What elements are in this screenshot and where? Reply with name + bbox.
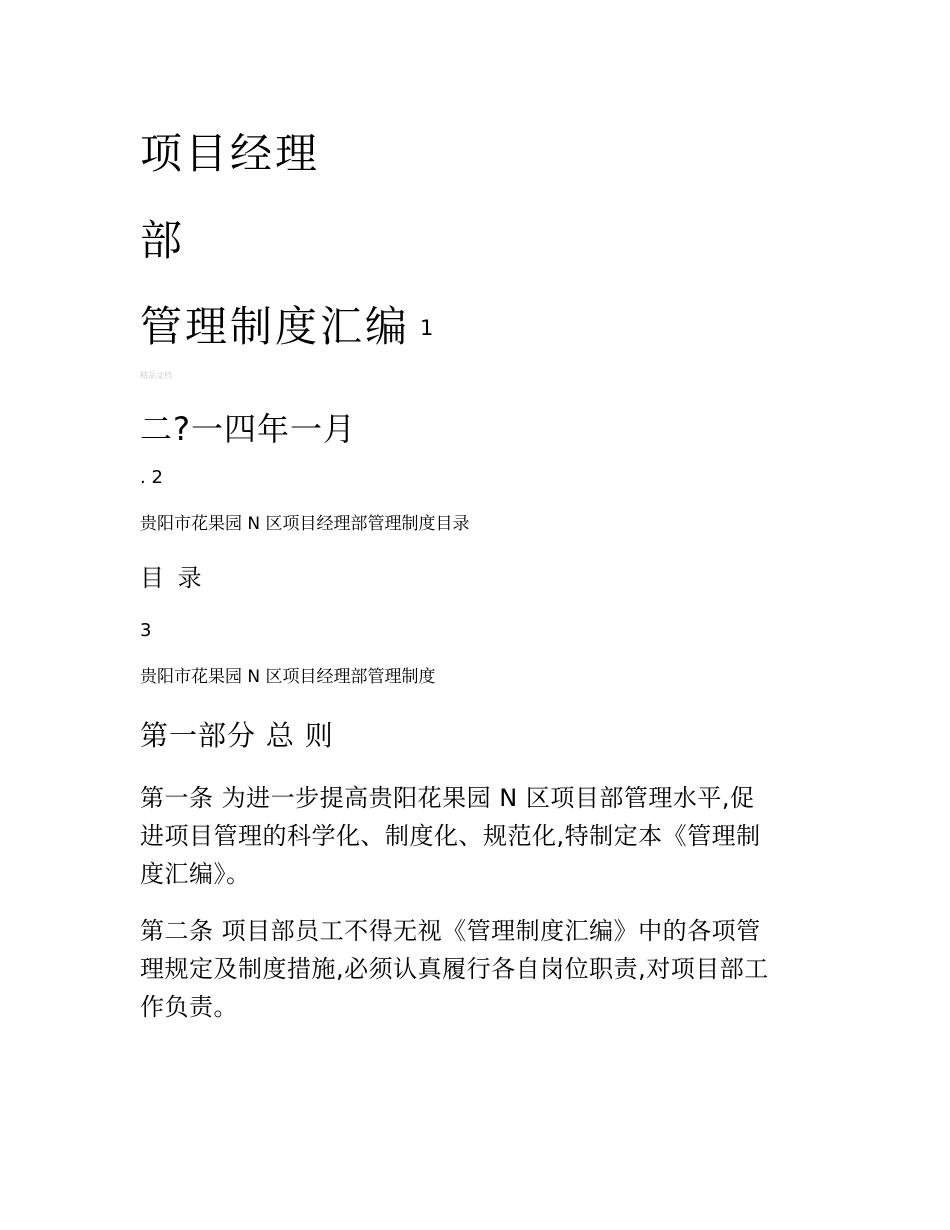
toc-caption: 贵阳市花果园 N 区项目经理部管理制度目录 bbox=[140, 514, 470, 534]
part-heading: 第一部分 总 则 bbox=[140, 719, 334, 752]
article-2-line: 理规定及制度措施,必须认真履行各自岗位职责,对项目部工 bbox=[140, 955, 769, 983]
page-marker-2: . 2 bbox=[140, 467, 163, 488]
article-2-line: 第二条 项目部员工不得无视《管理制度汇编》中的各项管 bbox=[140, 917, 761, 945]
article-1-line: 第一条 为进一步提高贵阳花果园 N 区项目部管理水平,促 bbox=[140, 784, 755, 812]
title-line-1-text: 项目经理 bbox=[140, 129, 321, 178]
article-1-line: 进项目管理的科学化、制度化、规范化,特制定本《管理制 bbox=[140, 822, 761, 850]
title-line-1 bbox=[140, 129, 321, 178]
page-marker-3: 3 bbox=[140, 620, 152, 641]
body-caption: 贵阳市花果园 N 区项目经理部管理制度 bbox=[140, 667, 436, 687]
title-line-3 bbox=[140, 302, 434, 351]
article-2-line: 作负责。 bbox=[140, 993, 238, 1021]
article-1 bbox=[140, 779, 820, 893]
title-line-3-text: 管理制度汇编 bbox=[140, 302, 411, 351]
toc-heading: 目 录 bbox=[140, 564, 205, 592]
article-2 bbox=[140, 912, 820, 1026]
article-1-line: 度汇编》。 bbox=[140, 860, 251, 888]
watermark-text: 精品文档 bbox=[140, 371, 172, 380]
footnote-marker-1: 1 bbox=[420, 316, 434, 340]
title-line-2 bbox=[140, 216, 186, 265]
title-line-2-text: 部 bbox=[140, 216, 186, 265]
document-date: 二?一四年一月 bbox=[140, 410, 356, 448]
